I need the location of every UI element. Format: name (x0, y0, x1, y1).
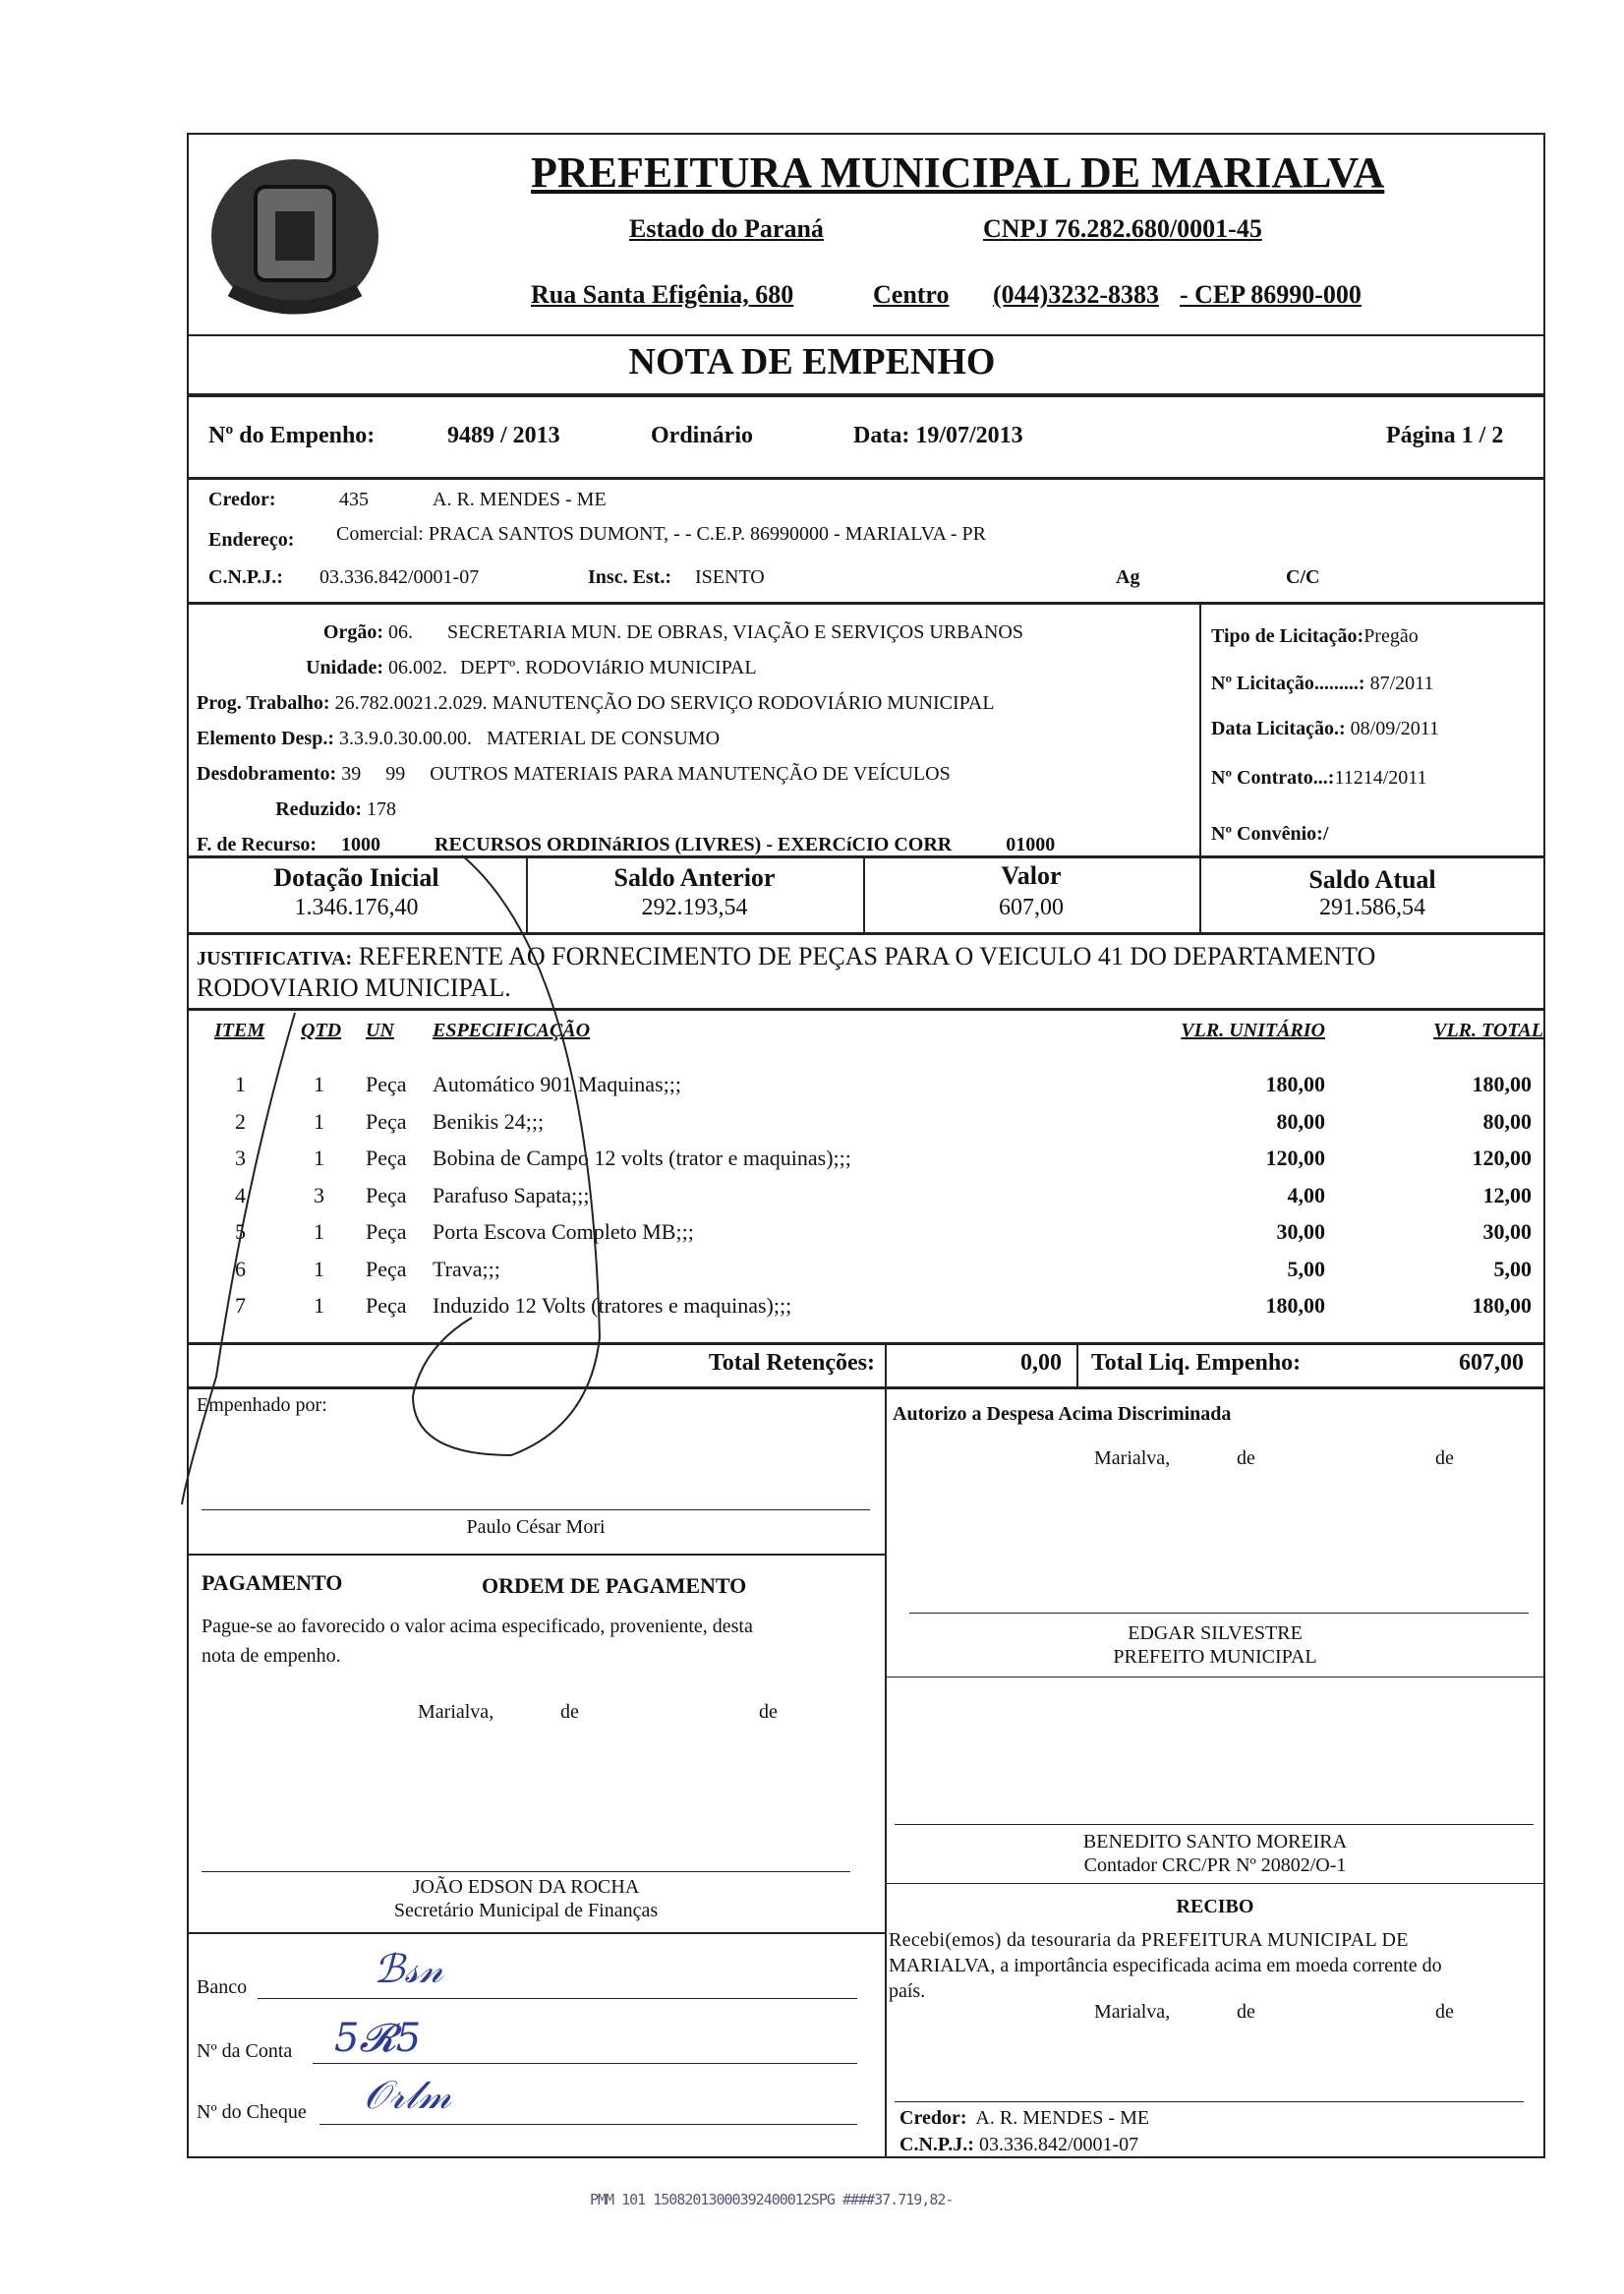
autorizo-label: Autorizo a Despesa Acima Discriminada (893, 1403, 1232, 1425)
empenho-label: Nº do Empenho: (208, 423, 376, 448)
autorizo-de1: de (1237, 1447, 1255, 1469)
item-cell-item: 2 (235, 1108, 246, 1134)
budget-block: Orgão: 06. SECRETARIA MUN. DE OBRAS, VIAÇÃO E SERVIÇOS URBANOS Unidade: 06.002. DEPTº. RODOVIáRIO MUNICIPAL Prog. Trabalho: 26.782.0021.2.029. MANUTENÇÃO DO SERVIÇO RODOVIÁRIO MUNICIPAL Elemento Desp.: 3.3.9.0.30.00.00. MATERIAL DE CONSUMO Desdobramento: 39 99 OUTROS MATERIAIS PARA MANUTENÇÃO DE VEÍCULOS Reduzido: 178 F. de Recurso: 1000 RECURSOS ORDINáRIOS (LIVRES) - EXERCíCIO CORR 01000 (197, 621, 1056, 855)
recibo-cnpj: C.N.P.J.: 03.336.842/0001-07 (899, 2134, 1139, 2155)
item-cell-unit: 180,00 (1265, 1293, 1325, 1318)
col-spec: ESPECIFICAÇÃO (433, 1020, 591, 1041)
licitacao-date: Data Licitação.: 08/09/2011 (1211, 718, 1440, 739)
cheque-signature: 𝒪𝓇𝓁𝓂 (364, 2073, 452, 2118)
col-qtd: QTD (301, 1020, 342, 1041)
doc-title: NOTA DE EMPENHO (628, 341, 996, 382)
org-district: Centro (873, 280, 950, 309)
item-cell-qtd: 1 (314, 1108, 324, 1134)
insc-label: Insc. Est.: (588, 566, 672, 588)
item-cell-spec: Automático 901 Maquinas;;; (433, 1072, 681, 1096)
saldo-anterior-value: 292.193,54 (641, 895, 748, 920)
item-cell-spec: Bobina de Campo 12 volts (trator e maquinas);;; (433, 1146, 851, 1170)
autorizo-place: Marialva, (1094, 1447, 1171, 1469)
licitacao-number: Nº Licitação.........: 87/2011 (1211, 673, 1434, 694)
recibo-de2: de (1435, 2001, 1454, 2023)
recibo-place: Marialva, (1094, 2001, 1171, 2023)
recibo-credor: Credor: A. R. MENDES - ME (899, 2107, 1150, 2129)
credor-name: A. R. MENDES - ME (433, 489, 607, 510)
saldo-anterior-label: Saldo Anterior (613, 863, 776, 892)
credor-cnpj: 03.336.842/0001-07 (319, 566, 480, 588)
org-phone: (044)3232-8383 (993, 280, 1159, 309)
empenhado-label: Empenhado por: (197, 1394, 327, 1416)
col-total: VLR. TOTAL (1433, 1020, 1543, 1041)
pagamento-de2: de (759, 1701, 778, 1723)
pagamento-label: PAGAMENTO (202, 1570, 343, 1595)
item-cell-unit: 120,00 (1265, 1146, 1325, 1170)
col-item: ITEM (214, 1020, 265, 1041)
item-cell-total: 30,00 (1482, 1219, 1532, 1244)
banco-label: Banco (197, 1976, 248, 1998)
item-cell-spec: Induzido 12 Volts (tratores e maquinas);;; (433, 1293, 792, 1318)
liquido-label: Total Liq. Empenho: (1091, 1350, 1302, 1376)
org-cep: - CEP 86990-000 (1180, 280, 1362, 309)
secretario-role: Secretário Municipal de Finanças (393, 1900, 659, 1921)
item-cell-qtd: 1 (314, 1256, 324, 1281)
contador-name: BENEDITO SANTO MOREIRA (1082, 1831, 1348, 1853)
address-label: Endereço: (208, 529, 295, 551)
item-cell-total: 180,00 (1472, 1293, 1532, 1318)
item-cell-qtd: 1 (314, 1072, 324, 1096)
item-cell-un: Peça (366, 1256, 407, 1281)
item-cell-unit: 30,00 (1276, 1219, 1325, 1244)
item-cell-un: Peça (366, 1108, 407, 1134)
org-cnpj: CNPJ 76.282.680/0001-45 (983, 214, 1262, 243)
saldo-atual-value: 291.586,54 (1319, 895, 1425, 920)
recibo-text2: MARIALVA, a importância especificada acima em moeda corrente do (889, 1955, 1442, 1976)
autorizo-de2: de (1435, 1447, 1454, 1469)
empenho-date: Data: 19/07/2013 (853, 423, 1023, 448)
item-cell-un: Peça (366, 1293, 407, 1318)
org-address: Rua Santa Efigênia, 680 (531, 280, 794, 309)
pagamento-place: Marialva, (418, 1701, 494, 1723)
recibo-text: Recebi(emos) da tesouraria da PREFEITURA MUNICIPAL DE (889, 1929, 1409, 1951)
item-cell-item: 1 (235, 1072, 246, 1096)
item-cell-unit: 4,00 (1287, 1182, 1325, 1207)
item-cell-un: Peça (366, 1072, 407, 1096)
item-cell-item: 6 (235, 1256, 246, 1281)
justificativa-cont: RODOVIARIO MUNICIPAL. (197, 973, 511, 1002)
contract-number: Nº Contrato...:11214/2011 (1211, 767, 1427, 789)
item-cell-total: 80,00 (1482, 1108, 1532, 1134)
item-cell-unit: 5,00 (1287, 1256, 1325, 1281)
item-cell-spec: Trava;;; (433, 1256, 500, 1281)
empenho-type: Ordinário (651, 423, 754, 448)
retencoes-value: 0,00 (1020, 1350, 1062, 1376)
credor-address: Comercial: PRACA SANTOS DUMONT, - - C.E.P. 86990000 - MARIALVA - PR (336, 523, 986, 545)
org-state: Estado do Paraná (629, 214, 824, 243)
item-cell-un: Peça (366, 1182, 407, 1207)
prefeito-role: PREFEITO MUNICIPAL (1113, 1646, 1317, 1668)
recibo-de1: de (1237, 2001, 1255, 2023)
licitacao-type: Tipo de Licitação:Pregão (1211, 625, 1419, 647)
pagamento-de1: de (560, 1701, 579, 1723)
col-un: UN (366, 1020, 394, 1041)
item-cell-item: 3 (235, 1146, 246, 1170)
col-unit: VLR. UNITÁRIO (1181, 1020, 1325, 1041)
item-cell-total: 12,00 (1482, 1182, 1532, 1207)
cnpj-label: C.N.P.J.: (208, 566, 283, 588)
convenio: Nº Convênio:/ (1211, 823, 1329, 845)
item-cell-item: 7 (235, 1293, 246, 1318)
cheque-label: Nº do Cheque (197, 2101, 307, 2123)
item-cell-total: 5,00 (1493, 1256, 1532, 1281)
org-title: PREFEITURA MUNICIPAL DE MARIALVA (531, 148, 1385, 197)
item-cell-un: Peça (366, 1146, 407, 1170)
item-cell-qtd: 3 (314, 1182, 324, 1207)
page-number: Página 1 / 2 (1386, 423, 1504, 448)
contador-role: Contador CRC/PR Nº 20802/O-1 (1083, 1854, 1347, 1876)
item-cell-qtd: 1 (314, 1146, 324, 1170)
credor-insc: ISENTO (695, 566, 765, 588)
conta-label: Nº da Conta (197, 2040, 293, 2062)
valor-value: 607,00 (999, 895, 1064, 920)
credor-label: Credor: (208, 489, 276, 510)
item-cell-total: 180,00 (1472, 1072, 1532, 1096)
liquido-value: 607,00 (1459, 1350, 1524, 1376)
item-cell-spec: Porta Escova Completo MB;;; (433, 1219, 694, 1244)
item-cell-item: 5 (235, 1219, 246, 1244)
recibo-label: RECIBO (1176, 1896, 1254, 1917)
item-cell-qtd: 1 (314, 1293, 324, 1318)
saldo-atual-label: Saldo Atual (1308, 865, 1436, 894)
dotacao-label: Dotação Inicial (273, 863, 439, 892)
retencoes-label: Total Retenções: (708, 1350, 875, 1376)
conta-signature: 5𝓡5 (334, 2016, 422, 2061)
ag-label: Ag (1116, 566, 1140, 588)
item-cell-spec: Benikis 24;;; (433, 1108, 545, 1134)
dotacao-value: 1.346.176,40 (294, 895, 419, 920)
footer-code: PMM 101 15082013000392400012SPG ####37.719,82- (590, 2191, 954, 2208)
ordem-label: ORDEM DE PAGAMENTO (482, 1573, 747, 1598)
cc-label: C/C (1286, 566, 1320, 588)
item-cell-spec: Parafuso Sapata;;; (433, 1182, 590, 1207)
empenhado-name: Paulo César Mori (466, 1516, 606, 1538)
item-cell-item: 4 (235, 1182, 246, 1207)
pagamento-text: Pague-se ao favorecido o valor acima especificado, proveniente, desta (202, 1616, 753, 1637)
credor-code: 435 (339, 489, 369, 510)
pagamento-text2: nota de empenho. (202, 1645, 341, 1667)
item-cell-qtd: 1 (314, 1219, 324, 1244)
item-cell-un: Peça (366, 1219, 407, 1244)
secretario-name: JOÃO EDSON DA ROCHA (412, 1876, 640, 1898)
recibo-text3: país. (889, 1980, 926, 2002)
item-cell-unit: 180,00 (1265, 1072, 1325, 1096)
item-cell-unit: 80,00 (1276, 1108, 1325, 1134)
empenho-number: 9489 / 2013 (447, 423, 560, 448)
item-cell-total: 120,00 (1472, 1146, 1532, 1170)
banco-signature: ℬ𝓈𝓃 (374, 1947, 443, 1992)
valor-label: Valor (1001, 861, 1062, 890)
prefeito-name: EDGAR SILVESTRE (1128, 1622, 1303, 1644)
justificativa: JUSTIFICATIVA: REFERENTE AO FORNECIMENTO DE PEÇAS PARA O VEICULO 41 DO DEPARTAMENTO (197, 942, 1376, 971)
